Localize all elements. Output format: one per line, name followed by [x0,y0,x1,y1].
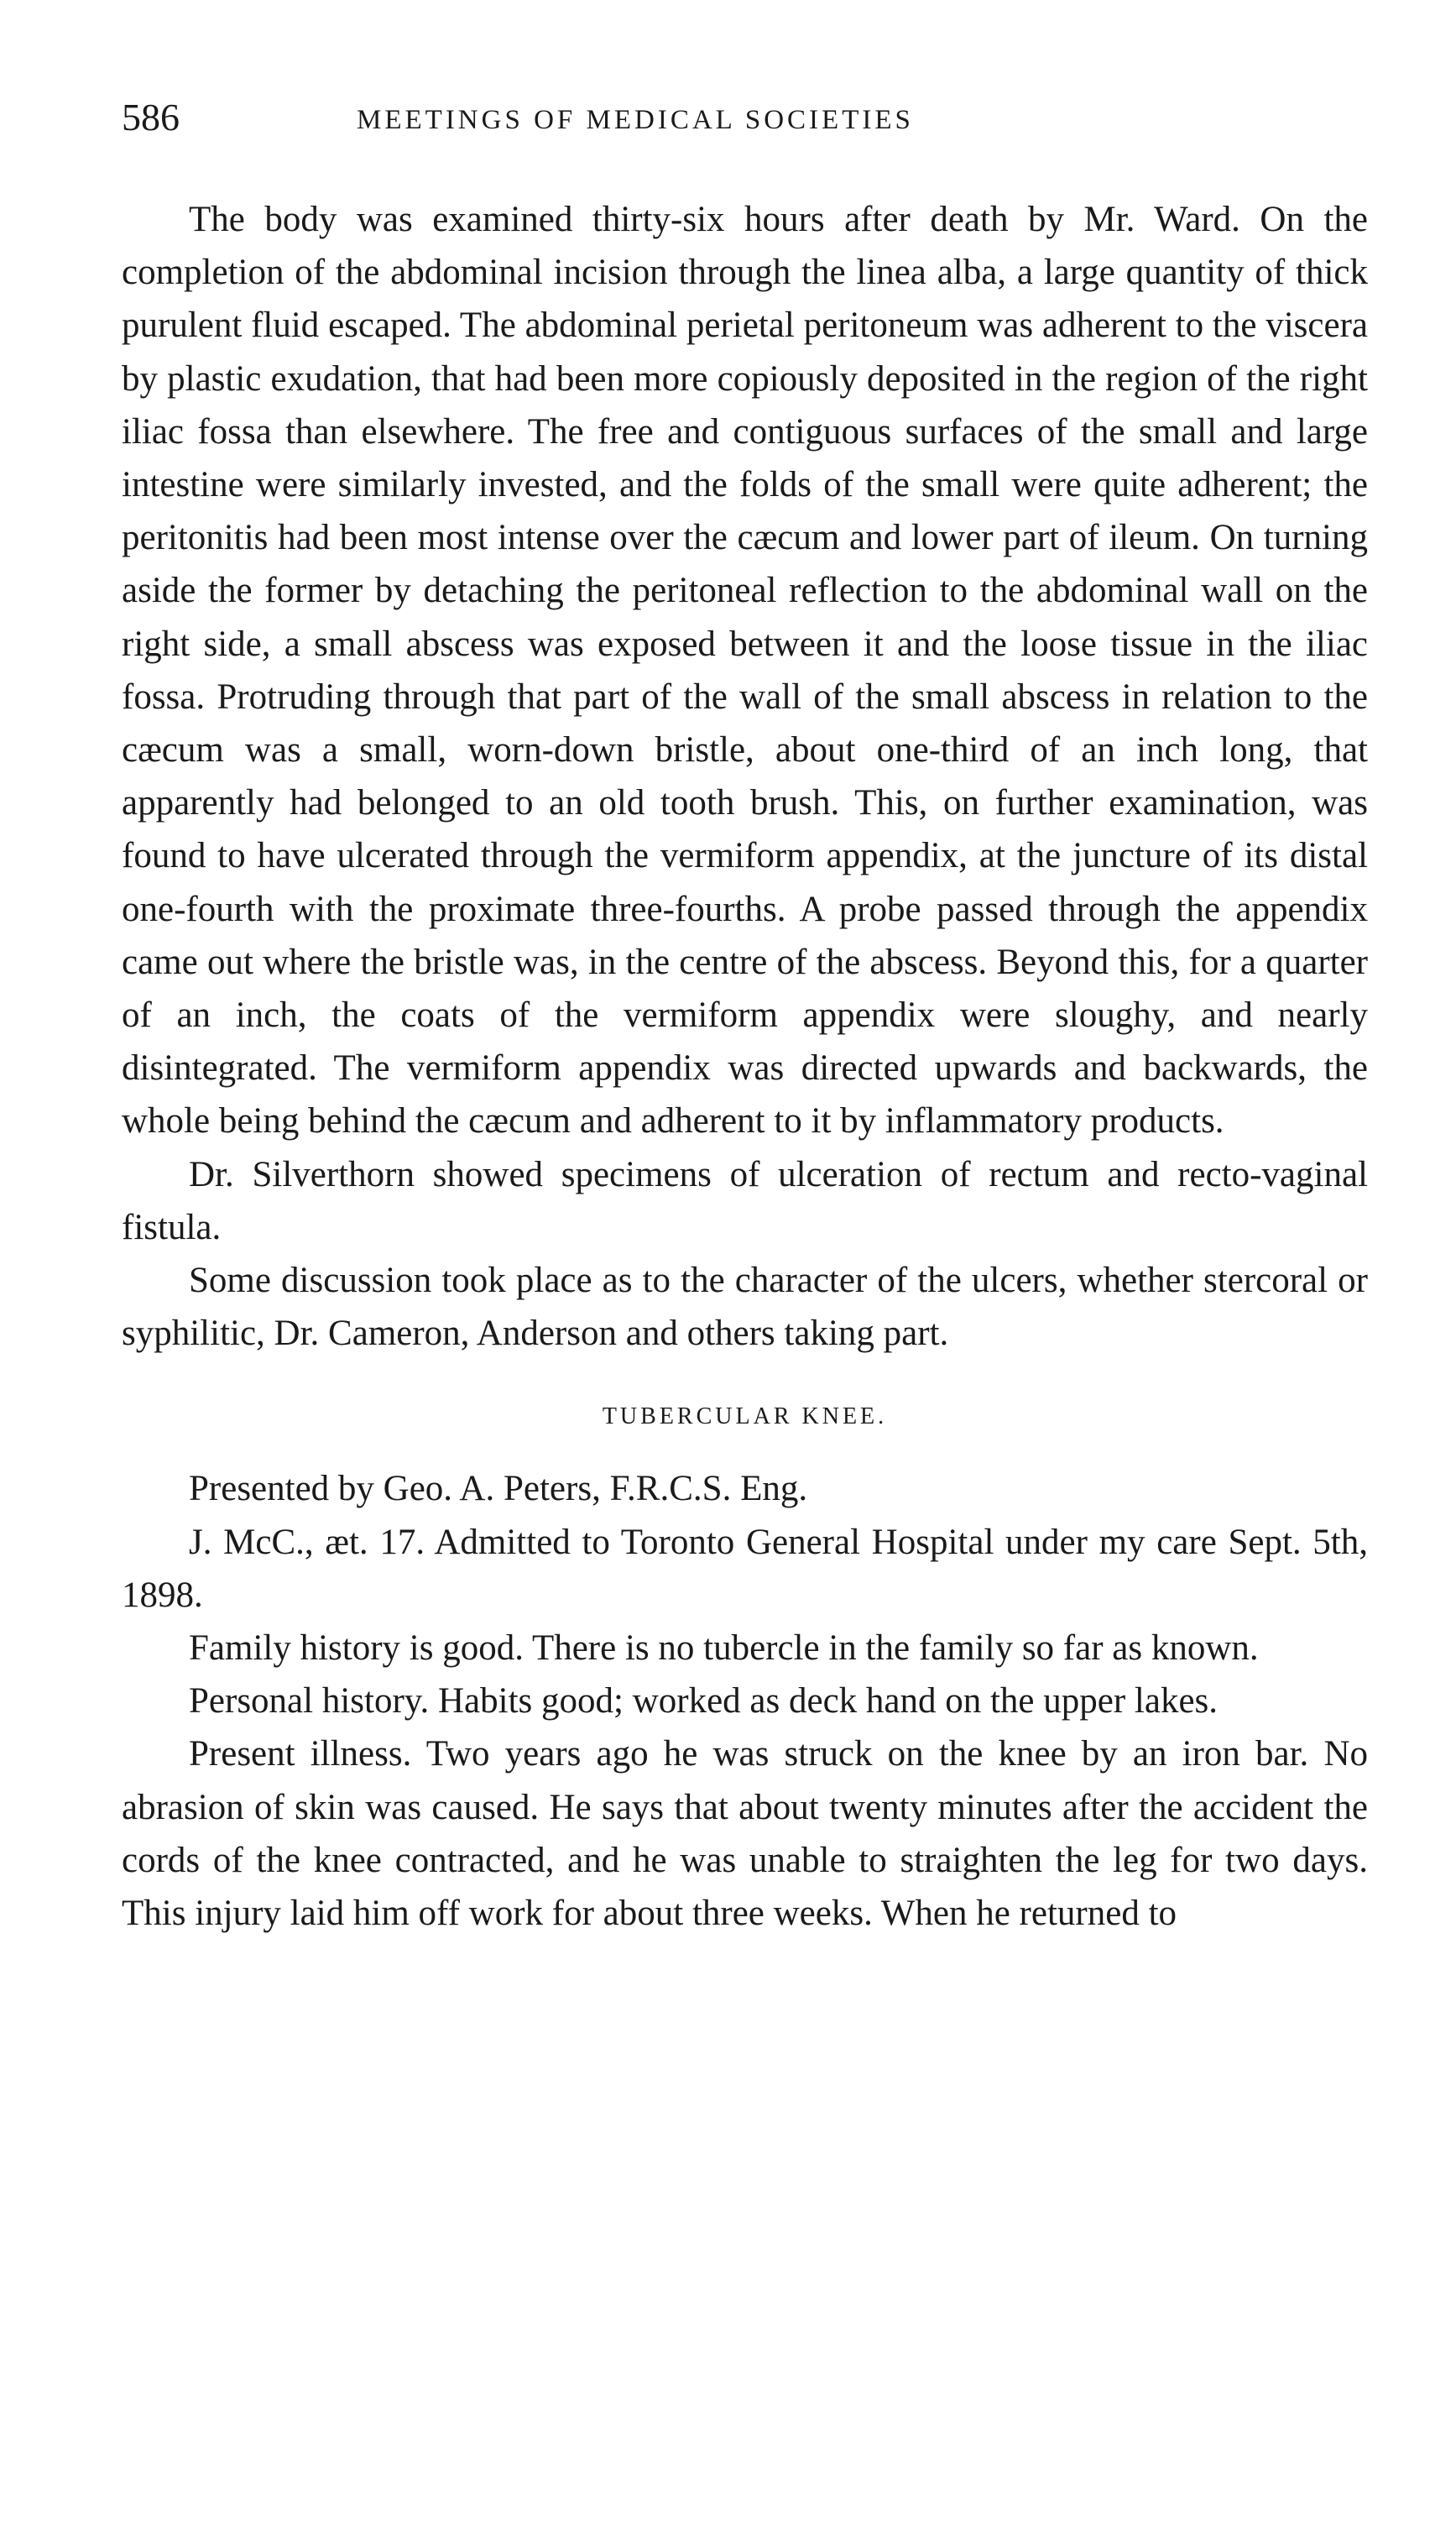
body-text [122,193,1368,1940]
paragraph-autopsy: The body was examined thirty-six hours after death by Mr. Ward. On the completion of the abdominal incision through the linea alba, a large quantity of thick purulent fluid escaped. The abdominal perietal peritoneum was adherent to the viscera by plastic exudation, that had been more copiously deposited in the region of the right iliac fossa than elsewhere. The free and contiguous surfaces of the small and large intestine were similarly invested, and the folds of the small were quite adherent; the peritonitis had been most intense over the cæcum and lower part of ileum. On turning aside the former by detaching the peritoneal reflection to the abdominal wall on the right side, a small abscess was exposed between it and the loose tissue in the iliac fossa. Protruding through that part of the wall of the small abscess in relation to the cæcum was a small, worn-down bristle, about one-third of an inch long, that apparently had belonged to an old tooth brush. This, on further examination, was found to have ulcerated through the vermiform appendix, at the juncture of its distal one-fourth with the proximate three-fourths. A probe passed through the appendix came out where the bristle was, in the centre of the abscess. Beyond this, for a quarter of an inch, the coats of the vermiform appendix were sloughy, and nearly disintegrated. The vermiform appendix was directed upwards and backwards, the whole being behind the cæcum and adherent to it by inflammatory products. [122,200,1368,1142]
page [122,92,1368,1940]
section-heading: TUBERCULAR KNEE. [602,1403,888,1430]
paragraph-family-history: Family history is good. There is no tubercle in the family so far as known. [189,1628,1259,1669]
paragraph-present-illness: Present illness. Two years ago he was struck on the knee by an iron bar. No abrasion of skin was caused. He says that about twenty minutes after the accident the cords of the knee contracted, and he was unable to straighten the leg for two days. This injury laid him off work for about three weeks. When he returned to [122,1734,1368,1934]
paragraph-presenter: Presented by Geo. A. Peters, F.R.C.S. Eng. [189,1469,808,1509]
running-title: MEETINGS OF MEDICAL SOCIETIES [357,105,914,135]
paragraph-silverthorn: Dr. Silverthorn showed specimens of ulceration of rectum and recto-vaginal fistula. [122,1154,1368,1247]
running-head [122,92,1368,159]
paragraph-discussion: Some discussion took place as to the character of the ulcers, whether stercoral or syphilitic, Dr. Cameron, Anderson and others taking part. [122,1261,1368,1354]
page-number: 586 [122,96,180,138]
paragraph-personal-history: Personal history. Habits good; worked as deck hand on the upper lakes. [189,1681,1219,1722]
paragraph-patient: J. McC., æt. 17. Admitted to Toronto General Hospital under my care Sept. 5th, 1898. [122,1522,1368,1615]
